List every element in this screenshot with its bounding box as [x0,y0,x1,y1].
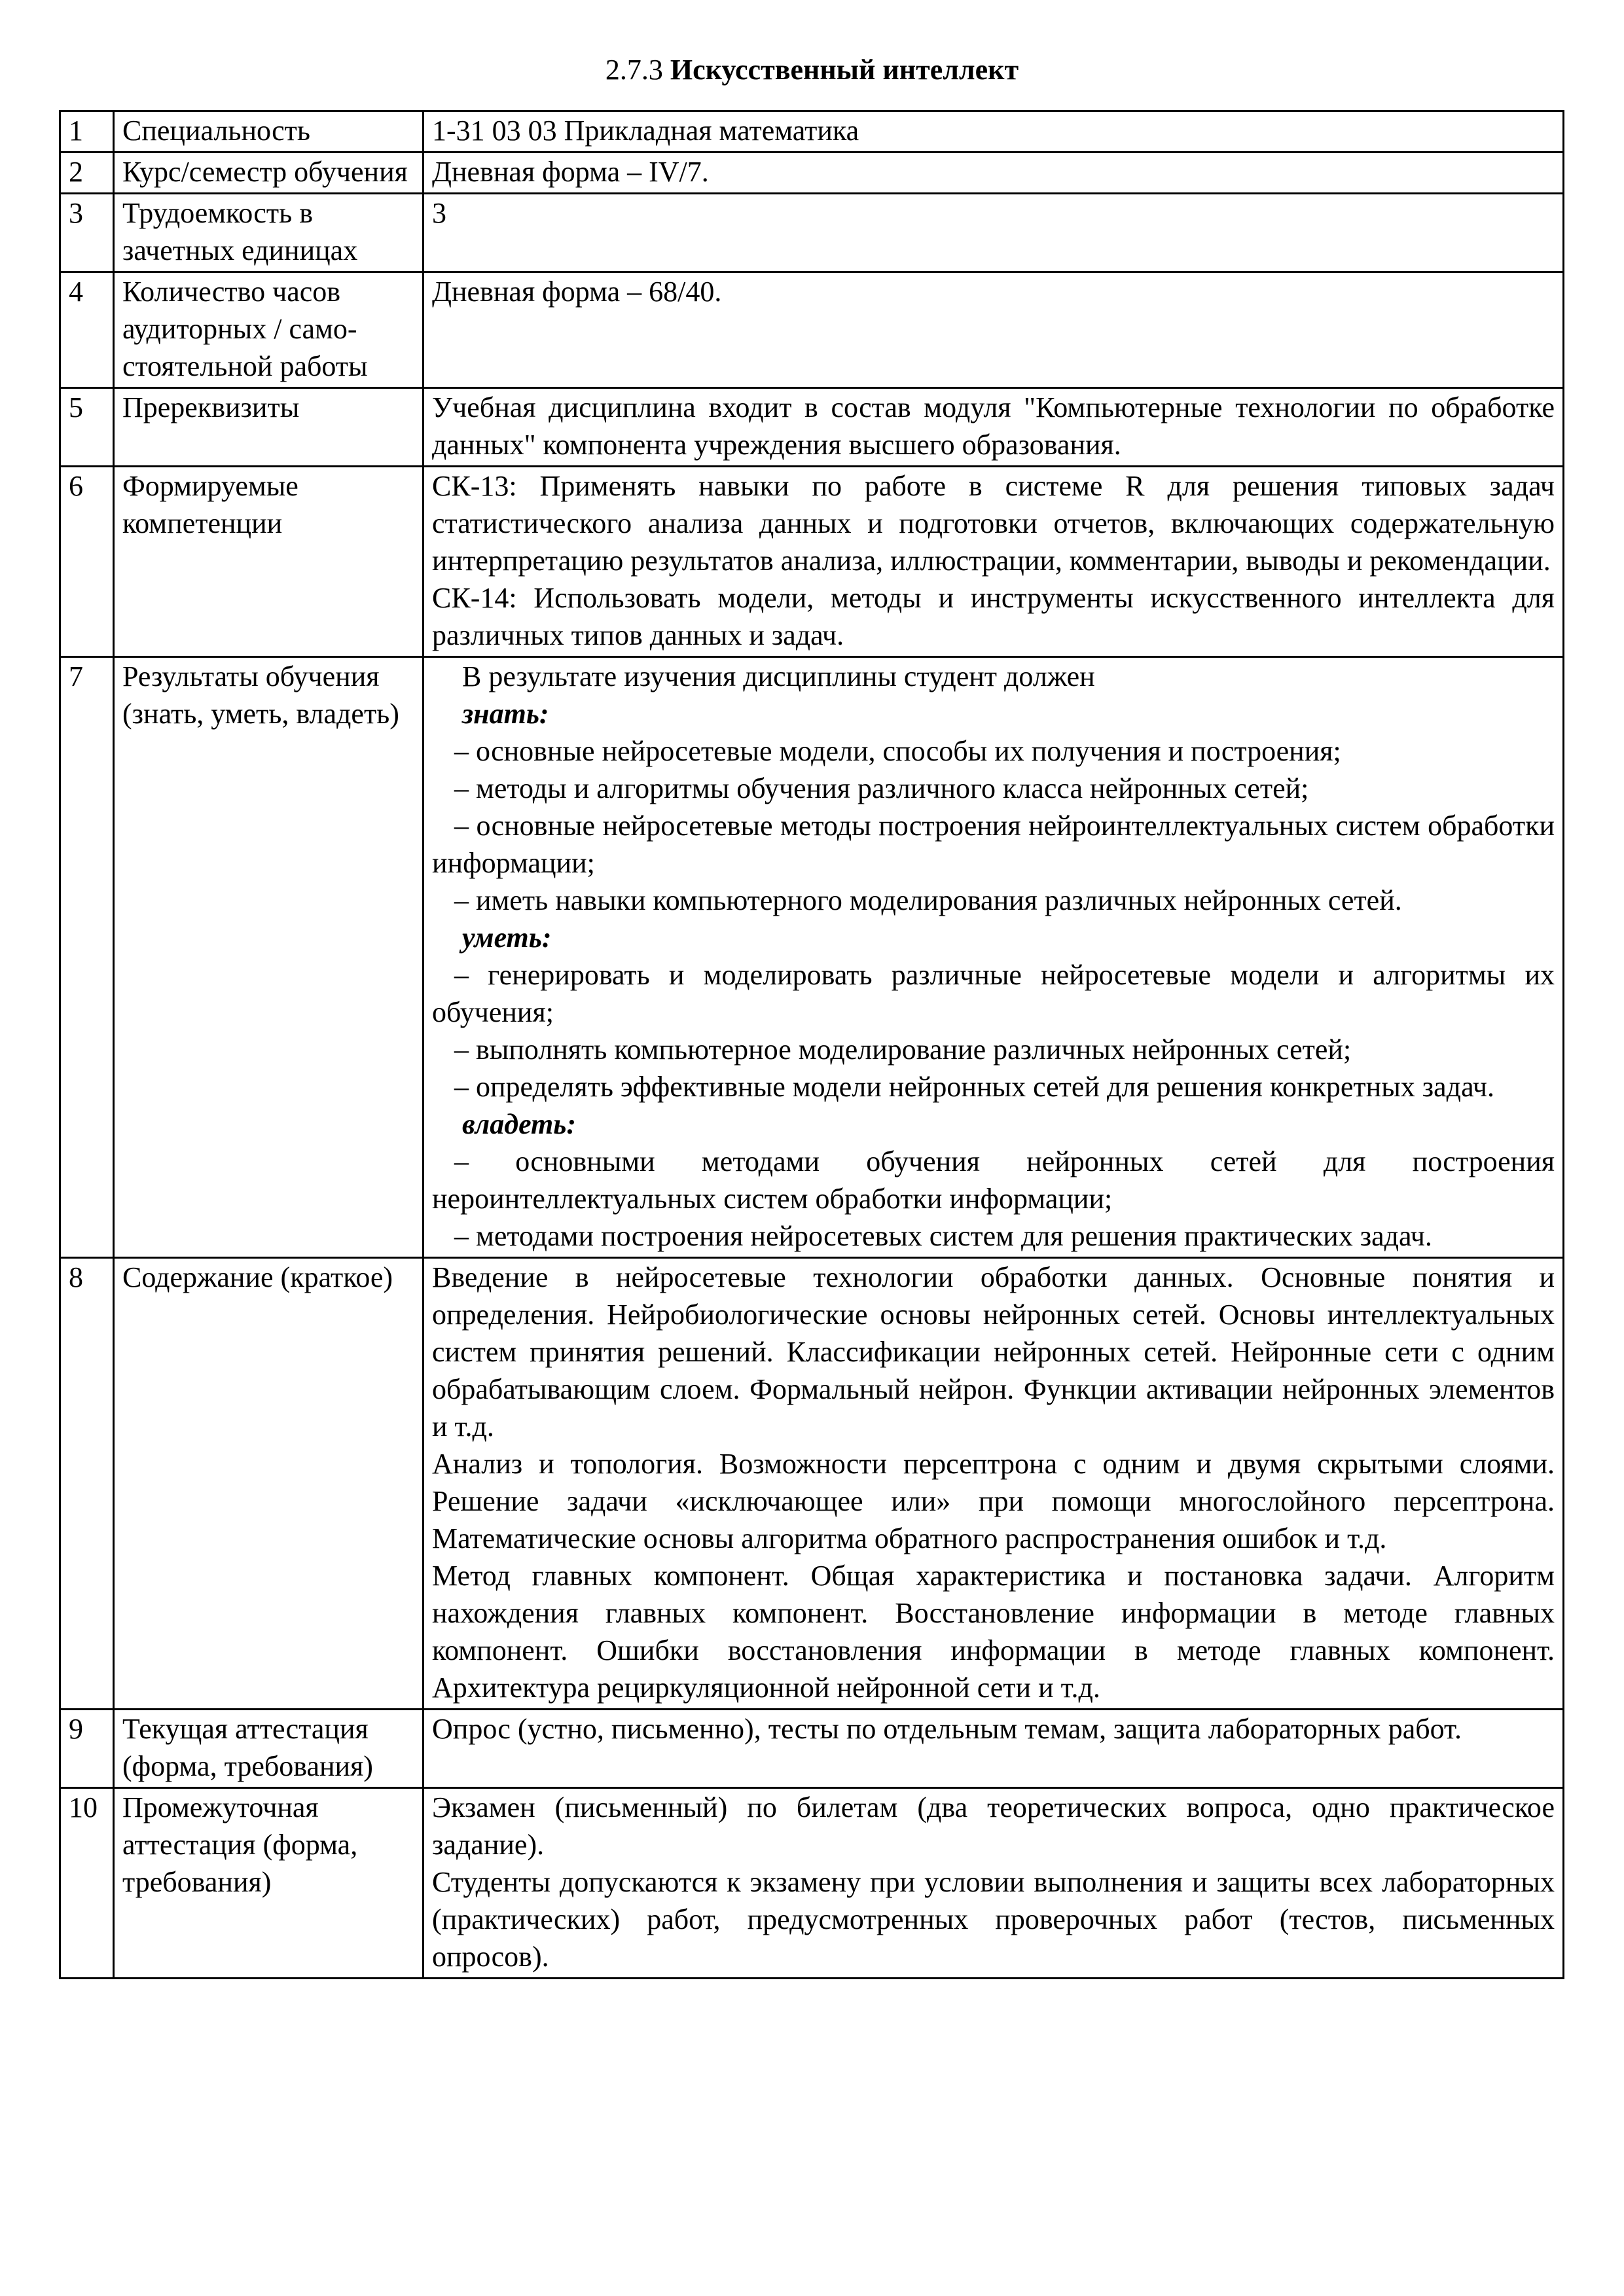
content-paragraph: Введение в нейросетевые технологии обработки данных. Основные понятия и определения. Нейробиологические основы нейронных сетей. Основы интеллектуальных систем принятия решений. Классификации нейронных сетей. Нейронные сети с одним обрабатывающим слоем. Формальный нейрон. Функции активации нейронных элементов и т.д. [432,1261,1555,1443]
row-label: Формируемые компетенции [114,467,424,657]
competence-item: СК-13: Применять навыки по работе в системе R для решения типовых задач статистического анализа данных и подготовки отчетов, включающих содержательную интерпретацию результатов анализа, иллюстрации, комментарии, выводы и рекомендации. [432,470,1555,577]
row-number: 10 [60,1788,114,1979]
table-row [60,1710,1564,1788]
list-item: – определять эффективные модели нейронных сетей для решения конкретных задач. [454,1071,1494,1103]
list-item: – методы и алгоритмы обучения различного класса нейронных сетей; [454,772,1309,804]
row-value: Учебная дисциплина входит в состав модуля "Компьютерные технологии по обработке данных" компонента учреждения высшего образования. [424,388,1564,467]
row-label: Результаты обучения (знать, уметь, владеть) [114,657,424,1258]
table-row [60,194,1564,272]
outcomes-intro: В результате изучения дисциплины студент должен [462,660,1095,692]
content-paragraph: Метод главных компонент. Общая характеристика и постановка задачи. Алгоритм нахождения главных компонент. Восстановление информации в методе главных компонент. Ошибки восстановления информации в методе главных компонент. Архитектура рециркуляционной нейронной сети и т.д. [432,1560,1555,1704]
row-number: 8 [60,1258,114,1710]
row-number: 5 [60,388,114,467]
row-value: 3 [424,194,1564,272]
row-value: Дневная форма – 68/40. [424,272,1564,388]
row-label: Специальность [114,111,424,152]
table-row [60,1788,1564,1979]
row-value: Дневная форма – IV/7. [424,152,1564,194]
row-label: Текущая аттестация (форма, требования) [114,1710,424,1788]
table-row [60,272,1564,388]
content-paragraph: Анализ и топология. Возможности персептрона с одним и двумя скрытыми слоями. Решение задачи «исключающее или» при помощи многослойного персептрона. Математические основы алгоритма обратного распространения ошибок и т.д. [432,1448,1555,1554]
table-row [60,152,1564,194]
list-item: – генерировать и моделировать различные нейросетевые модели и алгоритмы их обучения; [432,959,1555,1028]
table-row [60,111,1564,152]
row-label: Курс/семестр обучения [114,152,424,194]
section-title [0,51,1624,88]
exam-paragraph: Экзамен (письменный) по билетам (два теоретических вопроса, одно практическое задание). [432,1791,1555,1861]
row-number: 6 [60,467,114,657]
row-value [424,1258,1564,1710]
know-heading: знать: [462,698,549,730]
discipline-table [59,110,1564,1979]
row-label: Пререквизиты [114,388,424,467]
row-label: Количество часов аудиторных / само-стоятельной работы [114,272,424,388]
row-value [424,467,1564,657]
list-item: – выполнять компьютерное моделирование различных нейронных сетей; [454,1033,1352,1066]
list-item: – основные нейросетевые модели, способы их получения и построения; [454,735,1341,767]
row-number: 4 [60,272,114,388]
section-title-text: Искусственный интеллект [670,54,1019,86]
list-item: – основные нейросетевые методы построения нейроинтеллектуальных систем обработки информации; [432,810,1555,879]
row-number: 9 [60,1710,114,1788]
row-value [424,1788,1564,1979]
competence-item: СК-14: Использовать модели, методы и инструменты искусственного интеллекта для различных типов данных и задач. [432,582,1555,651]
row-value: 1-31 03 03 Прикладная математика [424,111,1564,152]
list-item: – методами построения нейросетевых систем для решения практических задач. [454,1220,1432,1252]
section-number: 2.7.3 [605,54,663,86]
row-value: Опрос (устно, письменно), тесты по отдельным темам, защита лабораторных работ. [424,1710,1564,1788]
table-row [60,467,1564,657]
can-heading: уметь: [462,922,552,954]
row-label: Трудоемкость в зачетных единицах [114,194,424,272]
list-item: – основными методами обучения нейронных сетей для построения нероинтеллектуальных систем обработки информации; [432,1145,1555,1215]
table-row [60,388,1564,467]
table-row [60,1258,1564,1710]
own-heading: владеть: [462,1108,577,1140]
exam-paragraph: Студенты допускаются к экзамену при условии выполнения и защиты всех лабораторных (практических) работ, предусмотренных проверочных работ (тестов, письменных опросов). [432,1866,1555,1973]
row-number: 1 [60,111,114,152]
row-label: Содержание (краткое) [114,1258,424,1710]
row-value [424,657,1564,1258]
row-label: Промежуточная аттестация (форма, требования) [114,1788,424,1979]
table-row [60,657,1564,1258]
list-item: – иметь навыки компьютерного моделирования различных нейронных сетей. [454,884,1402,916]
row-number: 3 [60,194,114,272]
row-number: 7 [60,657,114,1258]
row-number: 2 [60,152,114,194]
